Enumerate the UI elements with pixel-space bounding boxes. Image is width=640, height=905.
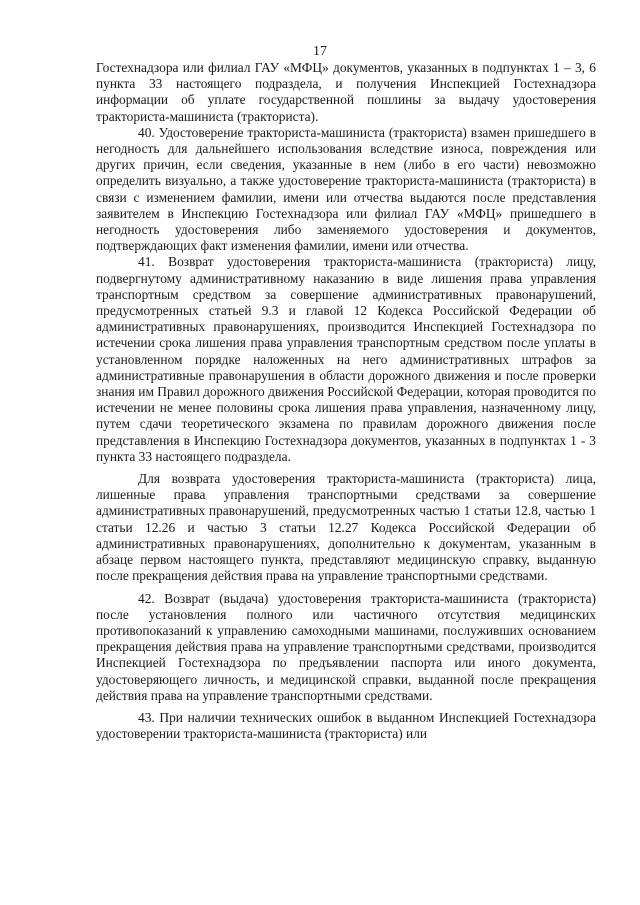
- document-body: [96, 60, 596, 742]
- paragraph-item-42: 42. Возврат (выдача) удостоверения тракториста-машиниста (тракториста) после установления полного или частичного отсутствия медицинских противопоказаний к управлению самоходными машинами, послуживших основанием прекращения действия права на управление транспортными средствами, производится Инспекцией Гостехнадзора по предъявлении паспорта или иного документа, удостоверяющего личность, и медицинской справки, выданной после прекращения действия права на управление транспортными средствами.: [96, 590, 596, 703]
- paragraph-item-40: 40. Удостоверение тракториста-машиниста (тракториста) взамен пришедшего в негодность для дальнейшего использования вследствие износа, повреждения или других причин, если сведения, указанные в нем (либо в его части) невозможно определить визуально, а также удостоверение тракториста-машиниста (тракториста) в связи с изменением фамилии, имени или отчества выдаются после представления заявителем в Инспекцию Гостехнадзора или филиал ГАУ «МФЦ» пришедшего в негодность удостоверения либо заменяемого удостоверения и документов, подтверждающих факт изменения фамилии, имени или отчества.: [96, 124, 596, 254]
- paragraph-item-41-second-part: Для возврата удостоверения тракториста-машиниста (тракториста) лица, лишенные права управления транспортными средствами за совершение административных правонарушений, предусмотренных частью 1 статьи 12.8, частью 1 статьи 12.26 и частью 3 статьи 12.27 Кодекса Российской Федерации об административных правонарушениях, дополнительно к документам, указанным в абзаце первом настоящего пункта, представляют медицинскую справку, выданную после прекращения действия права на управление транспортными средствами.: [96, 471, 596, 584]
- paragraph-item-43: 43. При наличии технических ошибок в выданном Инспекцией Гостехнадзора удостоверении тракториста-машиниста (тракториста) или: [96, 709, 596, 742]
- paragraph-continuation: Гостехнадзора или филиал ГАУ «МФЦ» документов, указанных в подпунктах 1 – 3, 6 пункта 33 настоящего подраздела, и получения Инспекцией Гостехнадзора информации об уплате государственной пошлины за выдачу удостоверения тракториста-машиниста (тракториста).: [96, 60, 596, 124]
- paragraph-item-41: 41. Возврат удостоверения тракториста-машиниста (тракториста) лицу, подвергнутому административному наказанию в виде лишения права управления транспортным средством за совершение административных правонарушений, предусмотренных статьей 9.3 и главой 12 Кодекса Российской Федерации об административных правонарушениях, производится Инспекцией Гостехнадзора по истечении срока лишения права управления транспортным средством после уплаты в установленном порядке наложенных на него административных штрафов за административные правонарушения в области дорожного движения и после проверки знания им Правил дорожного движения Российской Федерации, которая проводится по истечении не менее половины срока лишения права управления, назначенному лицу, путем сдачи теоретического экзамена по правилам дорожного движения после представления в Инспекцию Гостехнадзора документов, указанных в подпунктах 1 - 3 пункта 33 настоящего подраздела.: [96, 254, 596, 464]
- page-number: 17: [313, 44, 327, 59]
